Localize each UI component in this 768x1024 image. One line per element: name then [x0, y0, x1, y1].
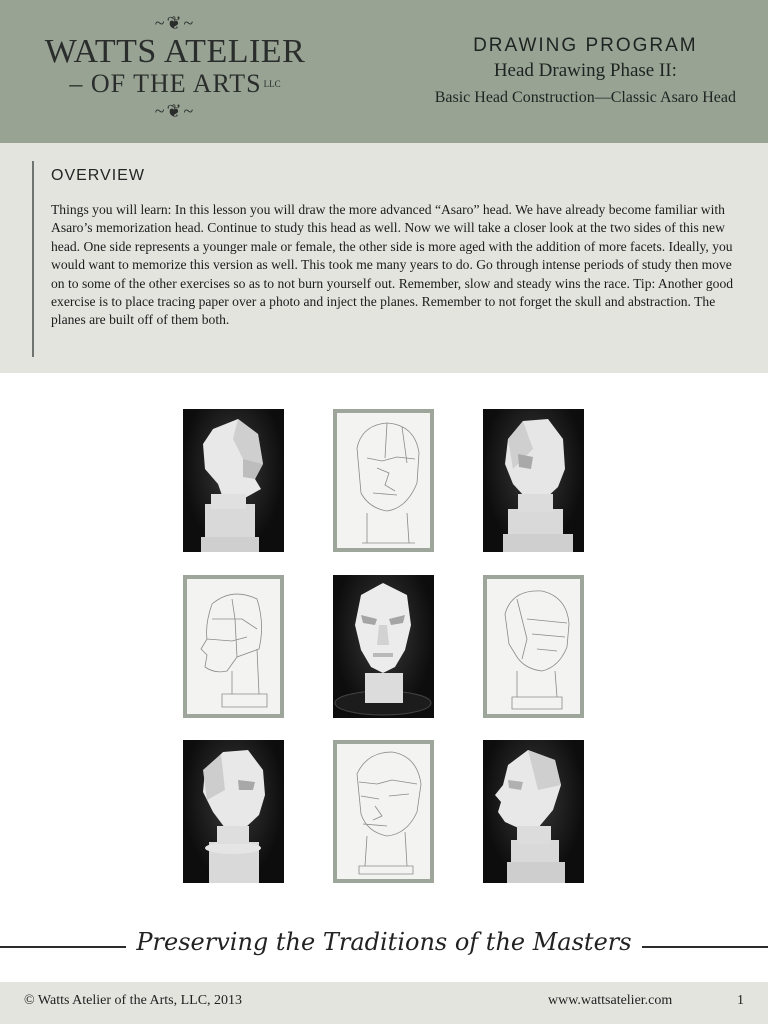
page-number: 1	[737, 993, 744, 1008]
program-info	[435, 34, 736, 112]
footer	[0, 982, 768, 1024]
logo-line-2: – OF THE ARTS LLC	[69, 69, 281, 98]
header-banner	[0, 0, 768, 143]
tagline-text: Preserving the Traditions of the Masters	[126, 928, 641, 956]
overview-body: Things you will learn: In this lesson you will draw the more advanced “Asaro” head. We have already become familiar with Asaro’s memorization head. Continue to study this head as well. Now we will take a closer look at the two sides of this new head. One side represents a younger male or female, the other side is more aged with the addition of more facets. Ideally, you would want to memorize this version as well. This took me many years to do. Go through intense periods of study then move on to some of the other exercises so as to not burn yourself out. Remember, slow and steady wins the race. Tip: Another good exercise is to place tracing paper over a photo and inject the planes. Remember to not forget the skull and abstraction. The planes are built off of them both.	[51, 202, 734, 328]
ornament-bottom-icon: ~❦~	[154, 101, 196, 121]
image-grid	[183, 409, 585, 883]
lesson-title: Basic Head Construction—Classic Asaro Head	[434, 89, 736, 106]
head-photo-right-profile	[183, 409, 284, 552]
copyright: © Watts Atelier of the Arts, LLC, 2013	[24, 993, 243, 1008]
head-photo-left-profile	[483, 740, 584, 883]
logo-llc: LLC	[263, 79, 281, 89]
head-photo-three-quarter-right	[183, 740, 284, 883]
overview-title: OVERVIEW	[51, 167, 145, 184]
head-sketch-front-three-quarter	[333, 740, 434, 883]
watts-atelier-logo	[30, 14, 320, 126]
overview-section	[0, 143, 768, 373]
overview-rule	[32, 161, 34, 357]
logo-line-1: WATTS ATELIER	[44, 33, 306, 70]
program-title: DRAWING PROGRAM	[473, 35, 698, 56]
head-photo-three-quarter-left	[483, 409, 584, 552]
head-sketch-three-quarter	[333, 409, 434, 552]
phase-title: Head Drawing Phase II:	[493, 60, 677, 81]
tagline	[0, 926, 768, 966]
website-link[interactable]: www.wattsatelier.com	[548, 993, 673, 1008]
head-sketch-left-profile	[183, 575, 284, 718]
ornament-top-icon: ~❦~	[154, 13, 196, 33]
head-sketch-right-three-quarter	[483, 575, 584, 718]
head-photo-front	[333, 575, 434, 718]
